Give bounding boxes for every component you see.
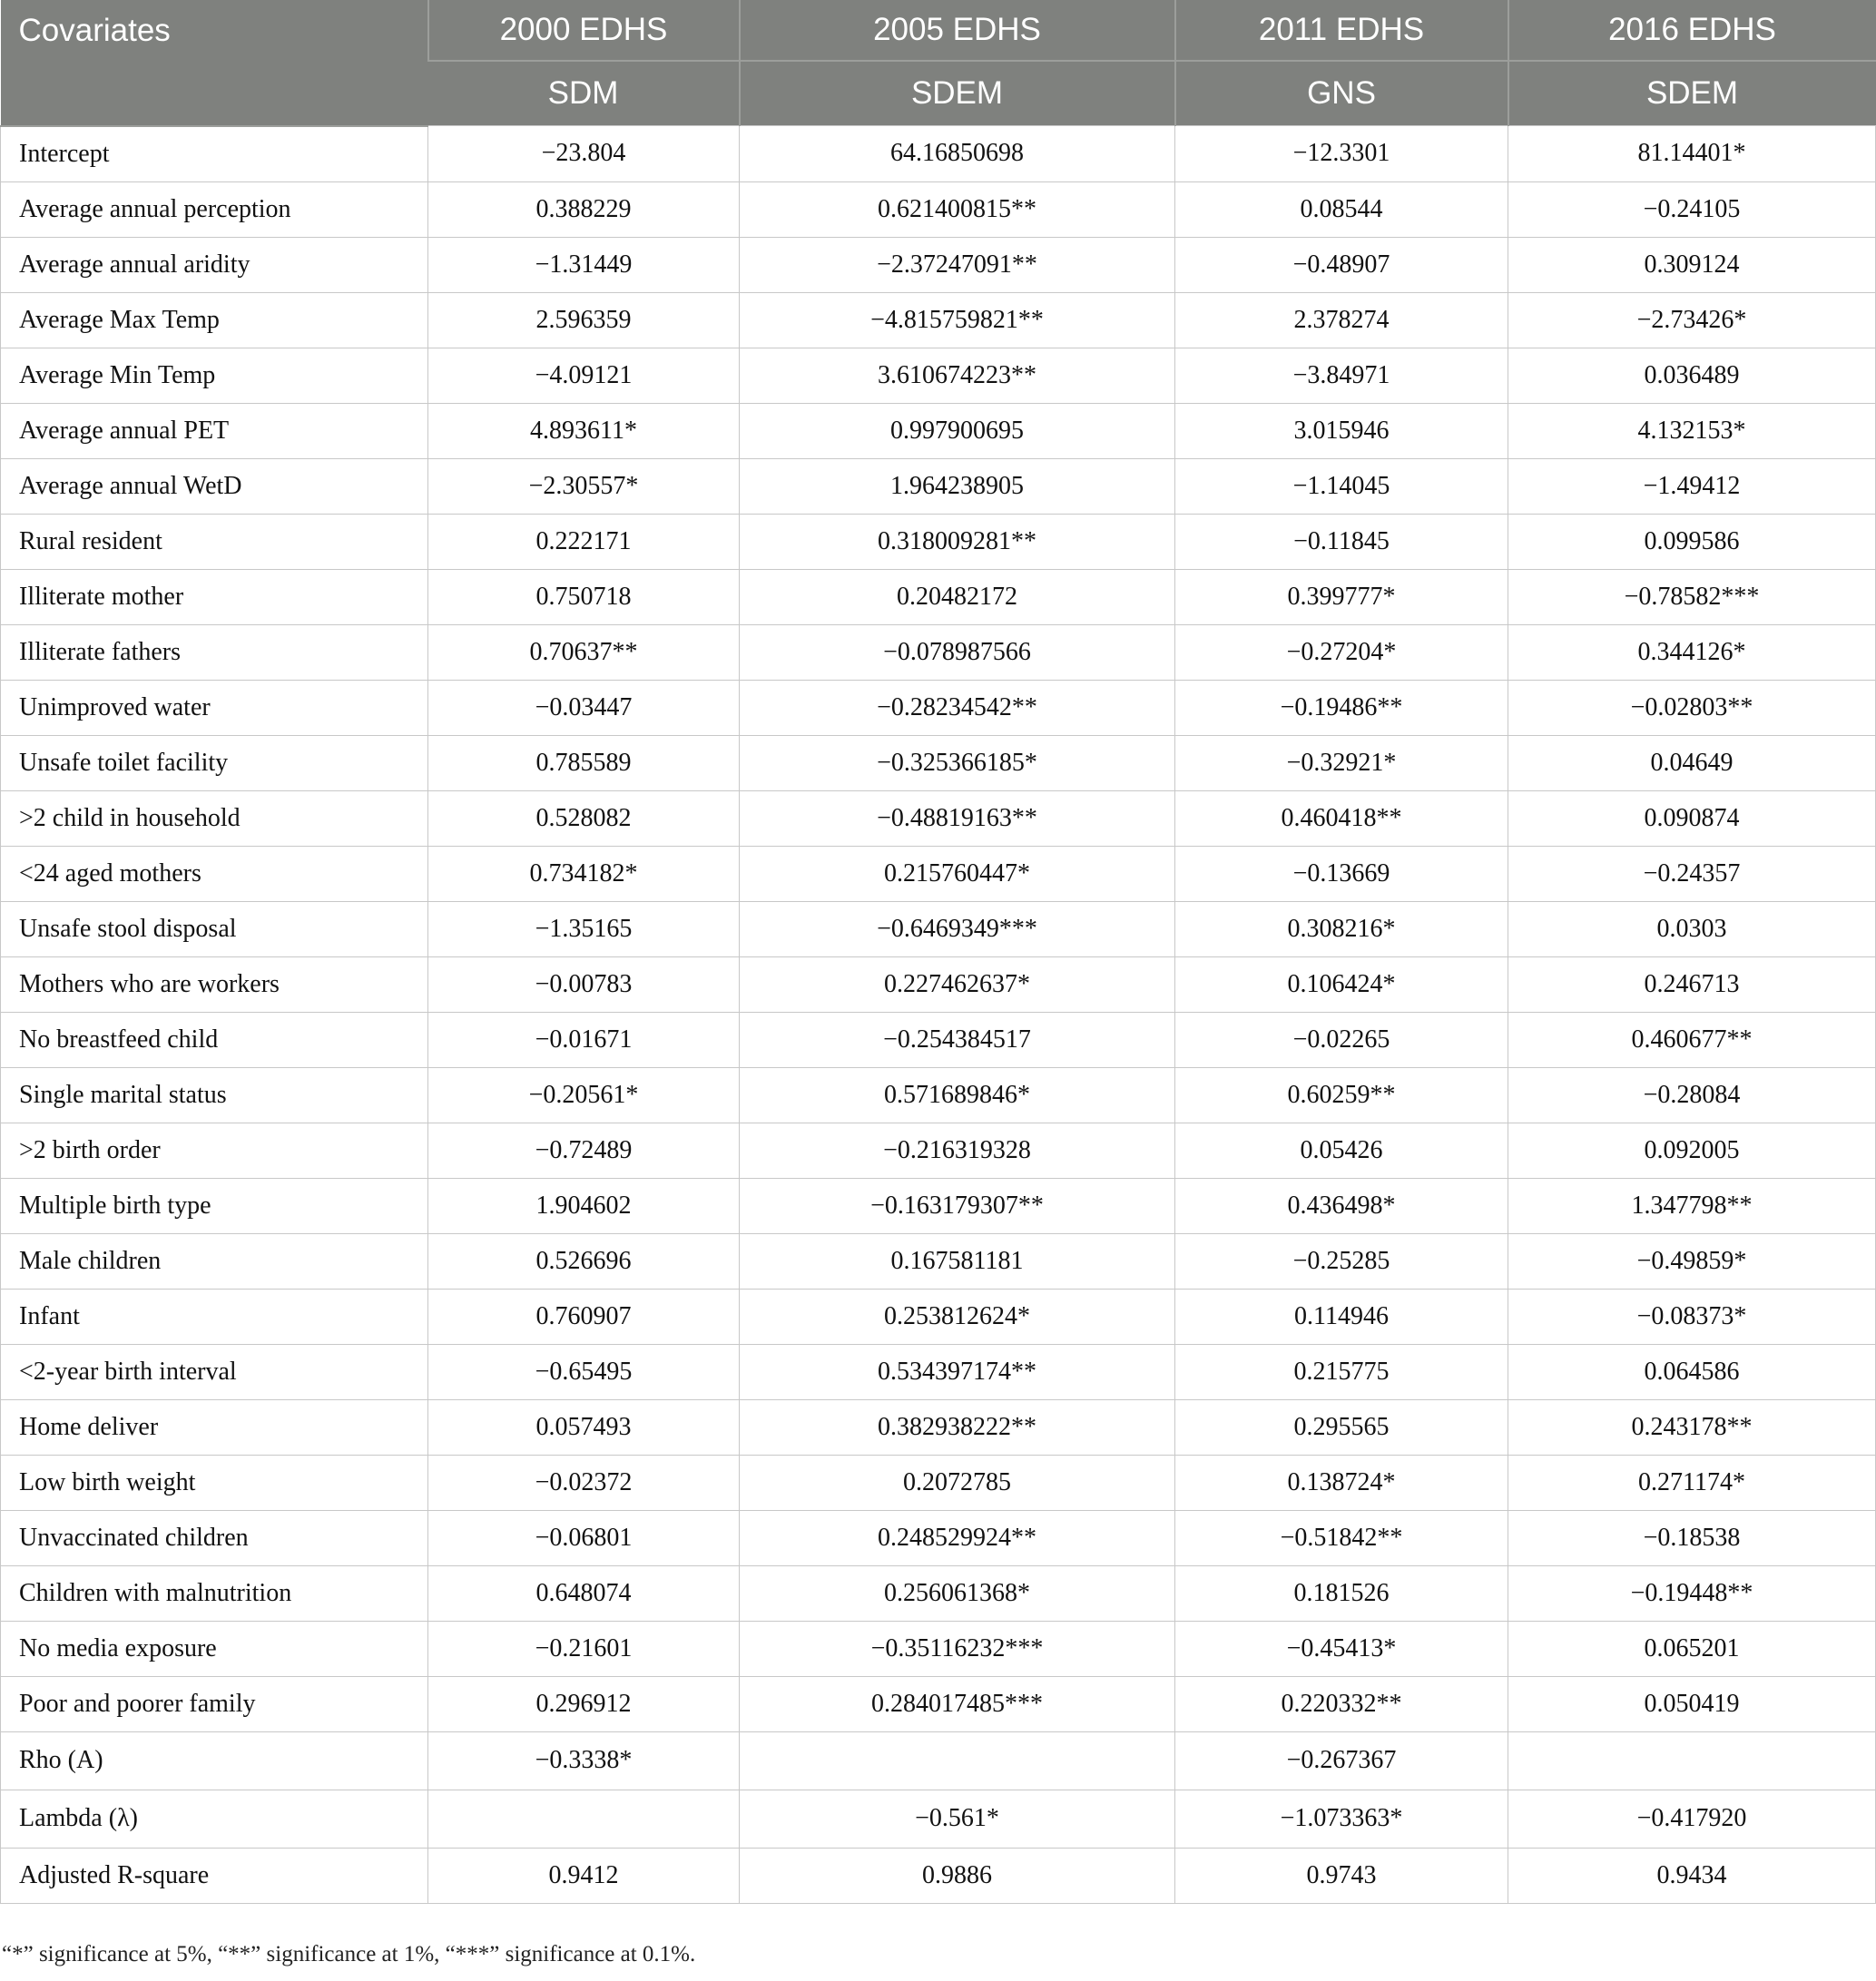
coefficient-cell: −0.561* — [740, 1790, 1175, 1848]
coefficient-cell: 0.648074 — [428, 1565, 740, 1621]
coefficient-cell: 0.9412 — [428, 1848, 740, 1903]
coefficient-cell: −0.78582*** — [1508, 569, 1876, 624]
coefficient-cell: −2.30557* — [428, 458, 740, 514]
coefficient-cell: 0.388229 — [428, 181, 740, 237]
coefficient-cell: −0.48819163** — [740, 790, 1175, 846]
coefficient-cell: 0.2072785 — [740, 1455, 1175, 1510]
coefficient-cell: 1.347798** — [1508, 1178, 1876, 1233]
coefficient-cell: −0.48907 — [1175, 237, 1508, 292]
covariate-label: Single marital status — [1, 1067, 428, 1123]
coefficient-cell: 0.318009281** — [740, 514, 1175, 569]
coefficient-cell: −0.03447 — [428, 680, 740, 735]
coefficient-cell: −0.18538 — [1508, 1510, 1876, 1565]
table-row — [1, 1621, 1876, 1676]
table-row — [1, 790, 1876, 846]
covariate-label: Rho (Α) — [1, 1731, 428, 1790]
survey-header: 2005 EDHS — [740, 0, 1175, 61]
header-row-surveys — [1, 0, 1876, 61]
survey-header: 2016 EDHS — [1508, 0, 1876, 61]
coefficient-cell: 0.090874 — [1508, 790, 1876, 846]
coefficient-cell: −4.09121 — [428, 348, 740, 403]
table-row — [1, 1399, 1876, 1455]
table-row — [1, 126, 1876, 182]
coefficient-cell: 0.106424* — [1175, 956, 1508, 1012]
coefficient-cell: 0.528082 — [428, 790, 740, 846]
covariate-label: Home deliver — [1, 1399, 428, 1455]
covariate-label: Unimproved water — [1, 680, 428, 735]
covariate-label: <24 aged mothers — [1, 846, 428, 901]
coefficient-cell: 0.70637** — [428, 624, 740, 680]
coefficient-cell: 0.9886 — [740, 1848, 1175, 1903]
coefficient-cell: 0.0303 — [1508, 901, 1876, 956]
coefficient-cell: 0.296912 — [428, 1676, 740, 1731]
coefficient-cell: 0.04649 — [1508, 735, 1876, 790]
table-row — [1, 458, 1876, 514]
coefficient-cell: 0.460677** — [1508, 1012, 1876, 1067]
covariate-label: Unsafe stool disposal — [1, 901, 428, 956]
coefficient-cell: −0.28084 — [1508, 1067, 1876, 1123]
table-row — [1, 624, 1876, 680]
covariate-label: >2 child in household — [1, 790, 428, 846]
table-row — [1, 514, 1876, 569]
coefficient-cell: 0.344126* — [1508, 624, 1876, 680]
coefficient-cell: −1.073363* — [1175, 1790, 1508, 1848]
coefficient-cell: 0.526696 — [428, 1233, 740, 1289]
coefficient-cell: −2.37247091** — [740, 237, 1175, 292]
coefficient-cell: −12.3301 — [1175, 126, 1508, 182]
covariate-label: No breastfeed child — [1, 1012, 428, 1067]
coefficient-cell: −0.13669 — [1175, 846, 1508, 901]
coefficient-cell: −0.49859* — [1508, 1233, 1876, 1289]
coefficient-cell: 0.9743 — [1175, 1848, 1508, 1903]
covariate-label: Average annual perception — [1, 181, 428, 237]
coefficient-cell: −0.65495 — [428, 1344, 740, 1399]
coefficient-cell: 0.760907 — [428, 1289, 740, 1344]
coefficient-cell: −4.815759821** — [740, 292, 1175, 348]
table-row — [1, 1676, 1876, 1731]
model-header: SDM — [428, 61, 740, 126]
table-row — [1, 901, 1876, 956]
coefficient-cell — [428, 1790, 740, 1848]
coefficient-cell: 0.295565 — [1175, 1399, 1508, 1455]
coefficient-cell: 81.14401* — [1508, 126, 1876, 182]
coefficient-cell: 0.181526 — [1175, 1565, 1508, 1621]
survey-header: 2000 EDHS — [428, 0, 740, 61]
coefficient-cell: 0.227462637* — [740, 956, 1175, 1012]
coefficient-cell: 0.785589 — [428, 735, 740, 790]
coefficient-cell: 0.621400815** — [740, 181, 1175, 237]
table-row — [1, 1178, 1876, 1233]
table-row — [1, 292, 1876, 348]
covariate-label: <2-year birth interval — [1, 1344, 428, 1399]
coefficient-cell: −0.32921* — [1175, 735, 1508, 790]
coefficient-cell: 0.256061368* — [740, 1565, 1175, 1621]
coefficient-cell: −2.73426* — [1508, 292, 1876, 348]
table-row — [1, 181, 1876, 237]
table-row — [1, 1510, 1876, 1565]
covariate-label: Lambda (λ) — [1, 1790, 428, 1848]
table-row — [1, 1790, 1876, 1848]
coefficient-cell: 64.16850698 — [740, 126, 1175, 182]
coefficient-cell: 0.382938222** — [740, 1399, 1175, 1455]
covariate-label: Unvaccinated children — [1, 1510, 428, 1565]
covariate-label: Low birth weight — [1, 1455, 428, 1510]
coefficient-cell: 0.08544 — [1175, 181, 1508, 237]
coefficient-cell: 0.050419 — [1508, 1676, 1876, 1731]
coefficient-cell: −0.28234542** — [740, 680, 1175, 735]
coefficient-cell: −1.49412 — [1508, 458, 1876, 514]
coefficient-cell — [740, 1731, 1175, 1790]
coefficient-cell: 0.243178** — [1508, 1399, 1876, 1455]
coefficient-cell: −0.19448** — [1508, 1565, 1876, 1621]
coefficient-cell: −3.84971 — [1175, 348, 1508, 403]
coefficient-cell: 0.248529924** — [740, 1510, 1175, 1565]
coefficient-cell: −0.06801 — [428, 1510, 740, 1565]
covariate-label: Multiple birth type — [1, 1178, 428, 1233]
covariate-label: Poor and poorer family — [1, 1676, 428, 1731]
coefficient-cell: 1.904602 — [428, 1178, 740, 1233]
coefficient-cell: 4.893611* — [428, 403, 740, 458]
coefficient-cell: −0.216319328 — [740, 1123, 1175, 1178]
coefficient-cell: 0.099586 — [1508, 514, 1876, 569]
coefficient-cell: 0.60259** — [1175, 1067, 1508, 1123]
coefficient-cell: −0.02372 — [428, 1455, 740, 1510]
coefficient-cell: −0.72489 — [428, 1123, 740, 1178]
table-row — [1, 1731, 1876, 1790]
coefficient-cell: −0.3338* — [428, 1731, 740, 1790]
coefficient-cell: −0.267367 — [1175, 1731, 1508, 1790]
coefficient-cell: −0.078987566 — [740, 624, 1175, 680]
coefficient-cell: −1.31449 — [428, 237, 740, 292]
coefficient-cell: 0.138724* — [1175, 1455, 1508, 1510]
coefficient-cell: 0.308216* — [1175, 901, 1508, 956]
covariate-label: Average Min Temp — [1, 348, 428, 403]
covariate-label: Illiterate mother — [1, 569, 428, 624]
coefficient-cell: 4.132153* — [1508, 403, 1876, 458]
coefficient-cell: −0.27204* — [1175, 624, 1508, 680]
covariate-label: Average annual PET — [1, 403, 428, 458]
coefficient-cell: −0.325366185* — [740, 735, 1175, 790]
covariate-label: Adjusted R-square — [1, 1848, 428, 1903]
coefficient-cell: −0.35116232*** — [740, 1621, 1175, 1676]
coefficient-cell: −0.163179307** — [740, 1178, 1175, 1233]
coefficient-cell: 0.997900695 — [740, 403, 1175, 458]
covariate-label: Rural resident — [1, 514, 428, 569]
coefficient-cell: −0.45413* — [1175, 1621, 1508, 1676]
covariate-label: Illiterate fathers — [1, 624, 428, 680]
coefficient-cell: 2.596359 — [428, 292, 740, 348]
coefficient-cell: 0.057493 — [428, 1399, 740, 1455]
covariate-label: Average annual aridity — [1, 237, 428, 292]
coefficient-cell: 0.220332** — [1175, 1676, 1508, 1731]
covariate-label: Mothers who are workers — [1, 956, 428, 1012]
coefficient-cell: −0.254384517 — [740, 1012, 1175, 1067]
coefficient-cell: −0.20561* — [428, 1067, 740, 1123]
coefficient-cell: −1.35165 — [428, 901, 740, 956]
coefficient-cell: 0.064586 — [1508, 1344, 1876, 1399]
coefficient-cell: −0.02803** — [1508, 680, 1876, 735]
coefficient-cell: −0.00783 — [428, 956, 740, 1012]
coefficient-cell: −0.24105 — [1508, 181, 1876, 237]
covariate-label: Unsafe toilet facility — [1, 735, 428, 790]
model-header: GNS — [1175, 61, 1508, 126]
table-row — [1, 348, 1876, 403]
coefficient-cell: −0.02265 — [1175, 1012, 1508, 1067]
coefficient-cell: −0.01671 — [428, 1012, 740, 1067]
table-row — [1, 1067, 1876, 1123]
table-row — [1, 1289, 1876, 1344]
model-header: SDEM — [1508, 61, 1876, 126]
covariate-label: Intercept — [1, 126, 428, 182]
coefficient-cell: 0.571689846* — [740, 1067, 1175, 1123]
table-row — [1, 403, 1876, 458]
coefficient-cell: 0.534397174** — [740, 1344, 1175, 1399]
covariate-label: Male children — [1, 1233, 428, 1289]
coefficient-cell: 0.284017485*** — [740, 1676, 1175, 1731]
table-row — [1, 1012, 1876, 1067]
table-row — [1, 1455, 1876, 1510]
coefficient-cell: 0.399777* — [1175, 569, 1508, 624]
table-body — [1, 126, 1876, 1904]
coefficient-cell: 0.065201 — [1508, 1621, 1876, 1676]
coefficient-cell: 0.9434 — [1508, 1848, 1876, 1903]
coefficient-cell: 0.036489 — [1508, 348, 1876, 403]
table-row — [1, 1848, 1876, 1903]
covariate-label: No media exposure — [1, 1621, 428, 1676]
coefficient-cell: −0.08373* — [1508, 1289, 1876, 1344]
coefficient-cell: −1.14045 — [1175, 458, 1508, 514]
coefficient-cell: −0.19486** — [1175, 680, 1508, 735]
table-row — [1, 237, 1876, 292]
coefficient-cell: 0.460418** — [1175, 790, 1508, 846]
coefficient-cell: 0.253812624* — [740, 1289, 1175, 1344]
covariate-label: Average Max Temp — [1, 292, 428, 348]
covariate-label: Average annual WetD — [1, 458, 428, 514]
coefficient-cell: −23.804 — [428, 126, 740, 182]
covariates-header: Covariates — [1, 0, 428, 126]
table-row — [1, 956, 1876, 1012]
model-header: SDEM — [740, 61, 1175, 126]
table-row — [1, 735, 1876, 790]
coefficient-cell: 0.20482172 — [740, 569, 1175, 624]
table-row — [1, 1565, 1876, 1621]
coefficient-cell: −0.24357 — [1508, 846, 1876, 901]
covariate-label: >2 birth order — [1, 1123, 428, 1178]
coefficient-cell: 0.05426 — [1175, 1123, 1508, 1178]
coefficient-cell: 3.015946 — [1175, 403, 1508, 458]
coefficient-cell: 0.215775 — [1175, 1344, 1508, 1399]
coefficient-cell: −0.11845 — [1175, 514, 1508, 569]
coefficient-cell — [1508, 1731, 1876, 1790]
table-row — [1, 569, 1876, 624]
survey-header: 2011 EDHS — [1175, 0, 1508, 61]
coefficient-cell: −0.51842** — [1175, 1510, 1508, 1565]
coefficient-cell: 0.436498* — [1175, 1178, 1508, 1233]
coefficient-cell: 0.734182* — [428, 846, 740, 901]
significance-footnote: “*” significance at 5%, “**” significance at 1%, “***” significance at 0.1%. — [2, 1942, 696, 1966]
coefficient-cell: 0.167581181 — [740, 1233, 1175, 1289]
table-row — [1, 1344, 1876, 1399]
covariate-label: Children with malnutrition — [1, 1565, 428, 1621]
coefficient-cell: −0.417920 — [1508, 1790, 1876, 1848]
coefficient-cell: 0.092005 — [1508, 1123, 1876, 1178]
coefficient-cell: 0.222171 — [428, 514, 740, 569]
coefficient-cell: 3.610674223** — [740, 348, 1175, 403]
coefficient-cell: −0.21601 — [428, 1621, 740, 1676]
covariate-label: Infant — [1, 1289, 428, 1344]
coefficient-cell: 0.215760447* — [740, 846, 1175, 901]
coefficient-cell: 0.309124 — [1508, 237, 1876, 292]
table-row — [1, 680, 1876, 735]
coefficient-cell: 2.378274 — [1175, 292, 1508, 348]
coefficient-cell: 0.271174* — [1508, 1455, 1876, 1510]
coefficient-cell: −0.25285 — [1175, 1233, 1508, 1289]
coefficient-cell: 1.964238905 — [740, 458, 1175, 514]
coefficient-cell: 0.114946 — [1175, 1289, 1508, 1344]
coefficient-cell: 0.750718 — [428, 569, 740, 624]
table-row — [1, 1233, 1876, 1289]
coefficient-cell: −0.6469349*** — [740, 901, 1175, 956]
coefficient-cell: 0.246713 — [1508, 956, 1876, 1012]
table-row — [1, 846, 1876, 901]
table-row — [1, 1123, 1876, 1178]
